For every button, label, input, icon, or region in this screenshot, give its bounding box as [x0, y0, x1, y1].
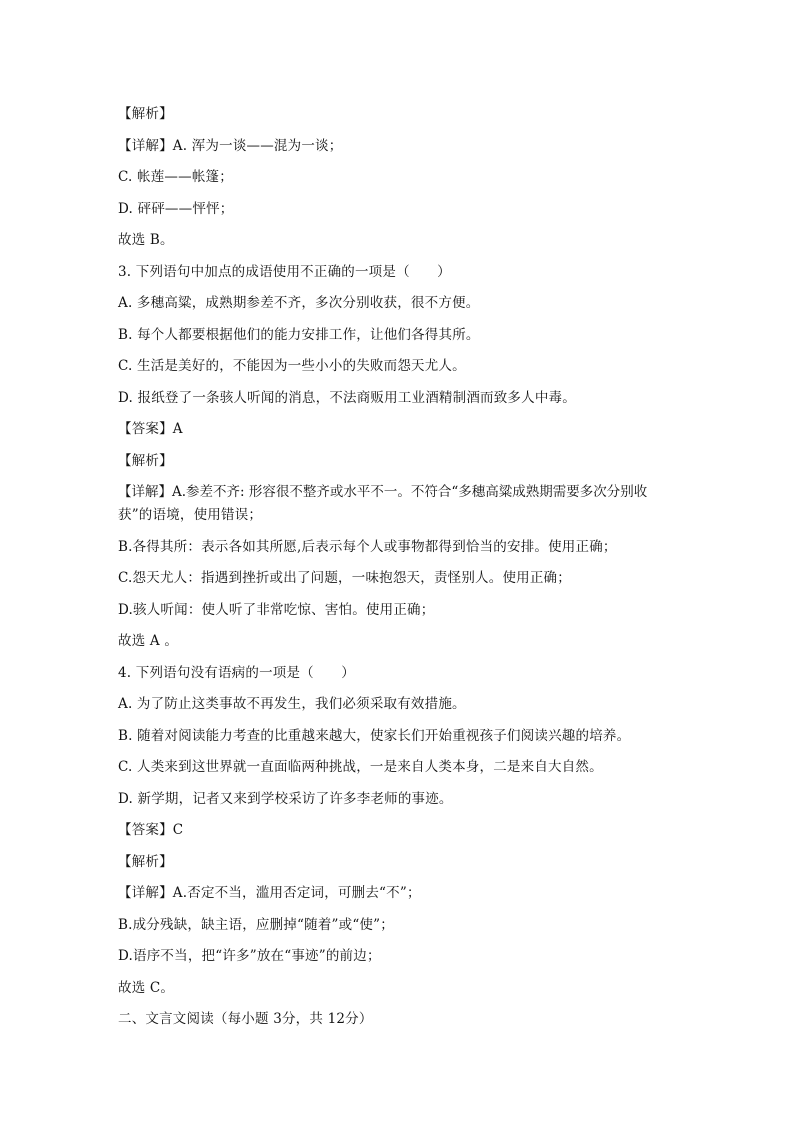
analysis-heading: 【解析】: [118, 106, 173, 122]
conclusion-line: 故选 A 。: [118, 633, 179, 649]
section-heading: 二、文言文阅读（每小题 3分，共 12分）: [118, 1011, 373, 1027]
detail-line: C. 帐莲——帐篷；: [118, 169, 233, 185]
detail-line: 【详解】A.否定不当，滥用否定词，可删去“不”；: [118, 885, 421, 901]
detail-line: C.怨天尤人：指遇到挫折或出了问题，一味抱怨天，责怪别人。使用正确；: [118, 570, 571, 586]
analysis-heading: 【解析】: [118, 853, 173, 870]
detail-line: 【详解】A. 浑为一谈——混为一谈；: [118, 137, 343, 154]
detail-line: D.语序不当，把“许多”放在“事迹”的前边；: [118, 948, 381, 964]
document-body: [118, 104, 698, 1041]
question-3-option-d: D. 报纸登了一条骇人听闻的消息，不法商贩用工业酒精制酒而致多人中毒。: [118, 389, 576, 406]
question-4-option-c: C. 人类来到这世界就一直面临两种挑战，一是来自人类本身，二是来自大自然。: [118, 759, 603, 775]
conclusion-line: 故选 C。: [118, 979, 175, 996]
question-4-option-b: B. 随着对阅读能力考查的比重越来越大，使家长们开始重视孩子们阅读兴趣的培养。: [118, 727, 631, 744]
question-3-answer: 【答案】A: [118, 421, 183, 437]
detail-line: D. 砰砰——怦怦；: [118, 200, 234, 217]
conclusion-line: 故选 B。: [118, 232, 174, 248]
detail-line: B.成分残缺，缺主语，应删掉“随着”或“使”；: [118, 916, 394, 933]
question-4-option-a: A. 为了防止这类事故不再发生，我们必须采取有效措施。: [118, 696, 466, 712]
question-3-option-a: A. 多穗高粱，成熟期参差不齐，多次分别收获，很不方便。: [118, 295, 480, 311]
question-3-option-c: C. 生活是美好的，不能因为一些小小的失败而怨天尤人。: [118, 358, 466, 374]
question-3-stem: 3. 下列语句中加点的成语使用不正确的一项是（ ）: [118, 263, 451, 280]
question-4-option-d: D. 新学期，记者又来到学校采访了许多李老师的事迹。: [118, 790, 453, 807]
analysis-heading: 【解析】: [118, 452, 173, 469]
question-3-option-b: B. 每个人都要根据他们的能力安排工作，让他们各得其所。: [118, 326, 480, 343]
question-4-stem: 4. 下列语句没有语病的一项是（ ）: [118, 664, 355, 681]
question-4-answer: 【答案】C: [118, 822, 184, 838]
detail-line-continued: 获”的语境，使用错误；: [118, 507, 263, 523]
detail-line: B.各得其所：表示各如其所愿,后表示每个人或事物都得到恰当的安排。使用正确；: [118, 538, 617, 555]
detail-line: D.骇人听闻：使人听了非常吃惊、害怕。使用正确；: [118, 601, 435, 618]
detail-line: 【详解】A.参差不齐: 形容很不整齐或水平不一。不符合“多穗高粱成熟期需要多次分别收: [118, 484, 648, 500]
